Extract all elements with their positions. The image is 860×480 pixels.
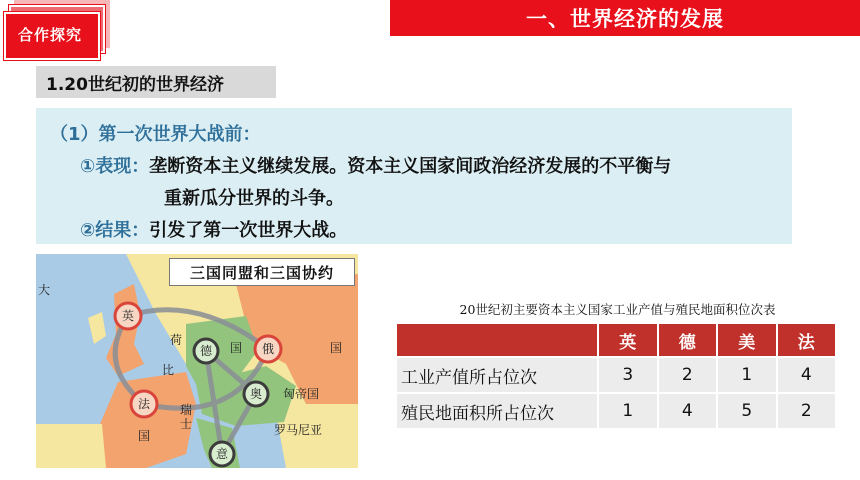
map-label-da: 大 <box>37 283 51 297</box>
page-title: 一、世界经济的发展 <box>390 0 860 36</box>
land-ireland <box>88 312 106 344</box>
ranking-table <box>395 322 837 430</box>
table-header-row <box>396 323 836 357</box>
item1-label: ①表现： <box>80 156 150 177</box>
table-cell: 2 <box>658 357 718 393</box>
map-label-fa-guo: 国 <box>137 429 151 443</box>
table-header-britain: 英 <box>598 323 658 357</box>
table-header-germany: 德 <box>658 323 718 357</box>
item2 <box>80 216 347 242</box>
map-label-ying: 英 <box>121 309 135 323</box>
map-label-shi: 士 <box>179 417 193 431</box>
section-tag <box>0 0 112 62</box>
table-cell: 4 <box>777 357 837 393</box>
map-label-yi: 意 <box>215 447 229 461</box>
item1 <box>80 152 671 178</box>
map-label-rui: 瑞 <box>179 403 193 417</box>
item1-text-continued: 重新瓜分世界的斗争。 <box>164 188 344 209</box>
tag-label: 合作探究 <box>17 25 82 44</box>
table-row <box>396 393 836 429</box>
table-row <box>396 357 836 393</box>
map-title: 三国同盟和三国协约 <box>169 258 355 286</box>
row-label-colonial: 殖民地面积所占位次 <box>396 393 598 429</box>
item1-text: 垄断资本主义继续发展。资本主义国家间政治经济发展的不平衡与 <box>149 156 672 177</box>
table-cell: 1 <box>598 393 658 429</box>
item2-label: ②结果： <box>80 220 150 241</box>
land-iberia <box>36 424 106 468</box>
table-cell: 4 <box>658 393 718 429</box>
table-caption: 20世纪初主要资本主义国家工业产值与殖民地面积位次表 <box>459 302 776 317</box>
content-heading: （1）第一次世界大战前： <box>50 124 261 145</box>
map-label-ao: 奥 <box>249 387 263 401</box>
table-cell: 5 <box>717 393 777 429</box>
table-header-usa: 美 <box>717 323 777 357</box>
map-label-fa: 法 <box>137 397 151 411</box>
section-heading: 1.20世纪初的世界经济 <box>36 66 276 98</box>
map-label-bi: 比 <box>161 363 175 377</box>
map-graphic <box>36 254 358 468</box>
map-label-he: 荷 <box>169 333 183 347</box>
table-cell: 2 <box>777 393 837 429</box>
table-header-blank <box>396 323 598 357</box>
map-label-e-guo: 国 <box>329 341 343 355</box>
row-label-industrial: 工业产值所占位次 <box>396 357 598 393</box>
map-label-e: 俄 <box>261 342 275 356</box>
table-cell: 1 <box>717 357 777 393</box>
map-label-de: 德 <box>199 344 213 358</box>
content-box <box>36 108 792 244</box>
table-header-france: 法 <box>777 323 837 357</box>
map-label-de-guo: 国 <box>229 341 243 355</box>
alliance-map <box>36 254 358 468</box>
table-cell: 3 <box>598 357 658 393</box>
map-label-luoma: 罗马尼亚 <box>273 423 323 437</box>
map-label-ao-diguo: 匈帝国 <box>282 387 320 401</box>
item2-text: 引发了第一次世界大战。 <box>149 220 348 241</box>
